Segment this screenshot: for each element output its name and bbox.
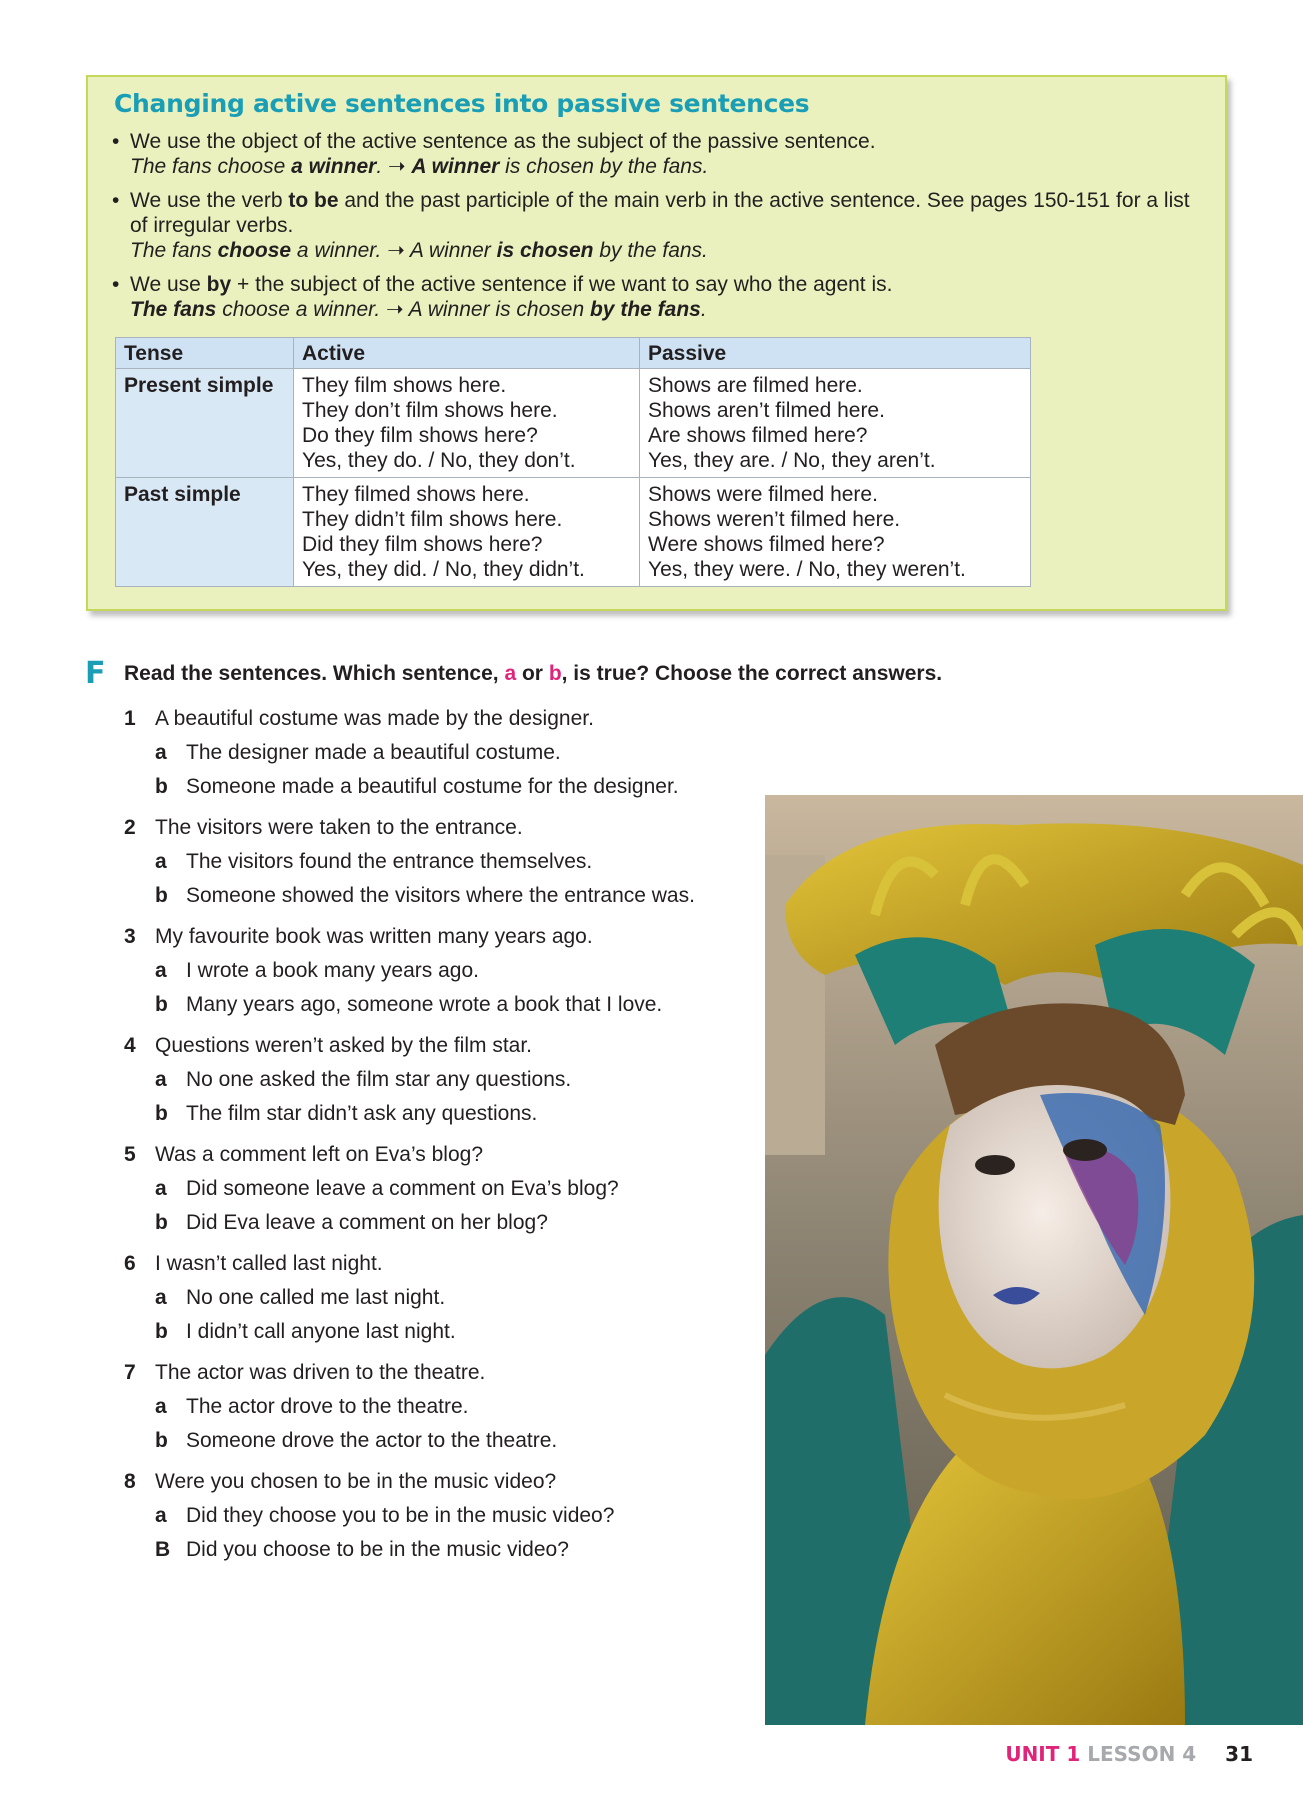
header-tense: Tense bbox=[116, 338, 294, 369]
page-footer bbox=[1005, 1742, 1253, 1766]
grammar-title: Changing active sentences into passive sentences bbox=[114, 89, 810, 118]
option-text: I wrote a book many years ago. bbox=[186, 959, 479, 982]
option-a[interactable] bbox=[124, 1281, 764, 1315]
tense-cell: Past simple bbox=[116, 478, 294, 587]
question-list bbox=[124, 702, 764, 1574]
question-number: 3 bbox=[124, 925, 136, 948]
option-text: Did Eva leave a comment on her blog? bbox=[186, 1211, 548, 1234]
option-letter: a bbox=[155, 1068, 167, 1091]
question-number: 8 bbox=[124, 1470, 136, 1493]
active-cell: They film shows here. They don’t film shows here. Do they film shows here? Yes, they do. / No, they don’t. bbox=[294, 369, 640, 478]
option-text: Did they choose you to be in the music video? bbox=[186, 1504, 615, 1527]
option-letter: b bbox=[155, 1429, 168, 1452]
question-item bbox=[124, 1029, 764, 1131]
option-a[interactable] bbox=[124, 1172, 764, 1206]
option-letter: b bbox=[155, 775, 168, 798]
option-b[interactable] bbox=[124, 1315, 764, 1349]
option-b[interactable] bbox=[124, 770, 764, 804]
question-line bbox=[124, 702, 764, 736]
option-letter: a bbox=[155, 741, 167, 764]
passive-cell: Shows were filmed here. Shows weren’t filmed here. Were shows filmed here? Yes, they were. / No, they weren’t. bbox=[640, 478, 1031, 587]
question-line bbox=[124, 1465, 764, 1499]
question-line bbox=[124, 1247, 764, 1281]
question-text: My favourite book was written many years ago. bbox=[155, 925, 593, 948]
lesson-label: LESSON 4 bbox=[1087, 1742, 1197, 1766]
question-number: 7 bbox=[124, 1361, 136, 1384]
question-text: Questions weren’t asked by the film star. bbox=[155, 1034, 533, 1057]
passive-cell: Shows are filmed here. Shows aren’t filmed here. Are shows filmed here? Yes, they are. / No, they aren’t. bbox=[640, 369, 1031, 478]
question-item bbox=[124, 1138, 764, 1240]
option-b[interactable] bbox=[124, 879, 764, 913]
option-b[interactable] bbox=[124, 1206, 764, 1240]
header-active: Active bbox=[294, 338, 640, 369]
grammar-box bbox=[86, 75, 1227, 611]
question-item bbox=[124, 1465, 764, 1567]
option-text: The visitors found the entrance themselves. bbox=[186, 850, 593, 873]
option-a[interactable] bbox=[124, 845, 764, 879]
option-text: Did you choose to be in the music video? bbox=[186, 1538, 569, 1561]
option-letter: a bbox=[155, 850, 167, 873]
question-line bbox=[124, 920, 764, 954]
question-text: Was a comment left on Eva’s blog? bbox=[155, 1143, 483, 1166]
option-text: No one called me last night. bbox=[186, 1286, 446, 1309]
option-text: The designer made a beautiful costume. bbox=[186, 741, 561, 764]
option-b[interactable] bbox=[124, 1424, 764, 1458]
option-a[interactable] bbox=[124, 1499, 764, 1533]
rule-example: The fans choose a winner. ➝ A winner is chosen by the fans. bbox=[130, 155, 709, 178]
option-a[interactable] bbox=[124, 736, 764, 770]
exercise-letter: F bbox=[85, 656, 106, 691]
grammar-rules bbox=[112, 129, 1192, 331]
rule-example: The fans choose a winner. ➝ A winner is chosen by the fans. bbox=[130, 239, 708, 262]
carnival-mask-photo bbox=[765, 795, 1303, 1725]
page-number: 31 bbox=[1225, 1742, 1253, 1766]
option-a[interactable] bbox=[124, 954, 764, 988]
rule-example: The fans choose a winner. ➝ A winner is chosen by the fans. bbox=[130, 298, 707, 321]
option-text: Did someone leave a comment on Eva’s blog? bbox=[186, 1177, 619, 1200]
tense-cell: Present simple bbox=[116, 369, 294, 478]
active-cell: They filmed shows here. They didn’t film shows here. Did they film shows here? Yes, they did. / No, they didn’t. bbox=[294, 478, 640, 587]
question-item bbox=[124, 811, 764, 913]
grammar-rule: • We use by + the subject of the active sentence if we want to say who the agent is. The fans choose a winner. ➝ A winner is chosen by the fans. bbox=[112, 272, 1192, 322]
unit-label: UNIT 1 bbox=[1005, 1742, 1081, 1766]
question-text: A beautiful costume was made by the designer. bbox=[155, 707, 594, 730]
question-item bbox=[124, 920, 764, 1022]
option-letter: b bbox=[155, 1211, 168, 1234]
option-letter: B bbox=[155, 1538, 171, 1561]
question-item bbox=[124, 1356, 764, 1458]
grammar-rule: • We use the object of the active sentence as the subject of the passive sentence. The fans choose a winner. ➝ A winner is chosen by the fans. bbox=[112, 129, 1192, 179]
option-text: Someone drove the actor to the theatre. bbox=[186, 1429, 558, 1452]
question-item bbox=[124, 1247, 764, 1349]
question-number: 2 bbox=[124, 816, 136, 839]
exercise-instruction: Read the sentences. Which sentence, a or b, is true? Choose the correct answers. bbox=[124, 662, 943, 685]
question-number: 6 bbox=[124, 1252, 136, 1275]
question-line bbox=[124, 1356, 764, 1390]
question-text: The actor was driven to the theatre. bbox=[155, 1361, 486, 1384]
question-line bbox=[124, 1029, 764, 1063]
option-text: The actor drove to the theatre. bbox=[186, 1395, 469, 1418]
option-text: No one asked the film star any questions. bbox=[186, 1068, 572, 1091]
option-b[interactable] bbox=[124, 1533, 764, 1567]
option-a[interactable] bbox=[124, 1063, 764, 1097]
option-text: Many years ago, someone wrote a book that I love. bbox=[186, 993, 663, 1016]
option-letter: b bbox=[155, 1102, 168, 1125]
option-b[interactable] bbox=[124, 1097, 764, 1131]
grammar-rule: • We use the verb to be and the past participle of the main verb in the active sentence. See pages 150-151 for a list of irregular verbs. The fans choose a winner. ➝ A winner is chosen by the fans. bbox=[112, 188, 1192, 263]
option-a[interactable] bbox=[124, 1390, 764, 1424]
option-text: The film star didn’t ask any questions. bbox=[186, 1102, 538, 1125]
question-text: The visitors were taken to the entrance. bbox=[155, 816, 523, 839]
question-line bbox=[124, 811, 764, 845]
option-letter: a bbox=[155, 1286, 167, 1309]
question-number: 4 bbox=[124, 1034, 136, 1057]
question-text: Were you chosen to be in the music video? bbox=[155, 1470, 557, 1493]
option-b[interactable] bbox=[124, 988, 764, 1022]
option-letter: a bbox=[155, 1177, 167, 1200]
carnival-mask-image bbox=[765, 795, 1303, 1725]
option-letter: b bbox=[155, 993, 168, 1016]
question-number: 5 bbox=[124, 1143, 136, 1166]
option-text: Someone showed the visitors where the entrance was. bbox=[186, 884, 695, 907]
question-number: 1 bbox=[124, 707, 136, 730]
option-text: I didn’t call anyone last night. bbox=[186, 1320, 456, 1343]
option-letter: b bbox=[155, 884, 168, 907]
option-letter: a bbox=[155, 1395, 167, 1418]
option-letter: a bbox=[155, 959, 167, 982]
question-text: I wasn’t called last night. bbox=[155, 1252, 383, 1275]
question-line bbox=[124, 1138, 764, 1172]
table-row bbox=[116, 478, 1031, 587]
table-header-row bbox=[116, 338, 1031, 369]
question-item bbox=[124, 702, 764, 804]
header-passive: Passive bbox=[640, 338, 1031, 369]
option-letter: b bbox=[155, 1320, 168, 1343]
option-letter: a bbox=[155, 1504, 167, 1527]
table-row bbox=[116, 369, 1031, 478]
option-text: Someone made a beautiful costume for the designer. bbox=[186, 775, 679, 798]
tense-table bbox=[115, 337, 1031, 587]
